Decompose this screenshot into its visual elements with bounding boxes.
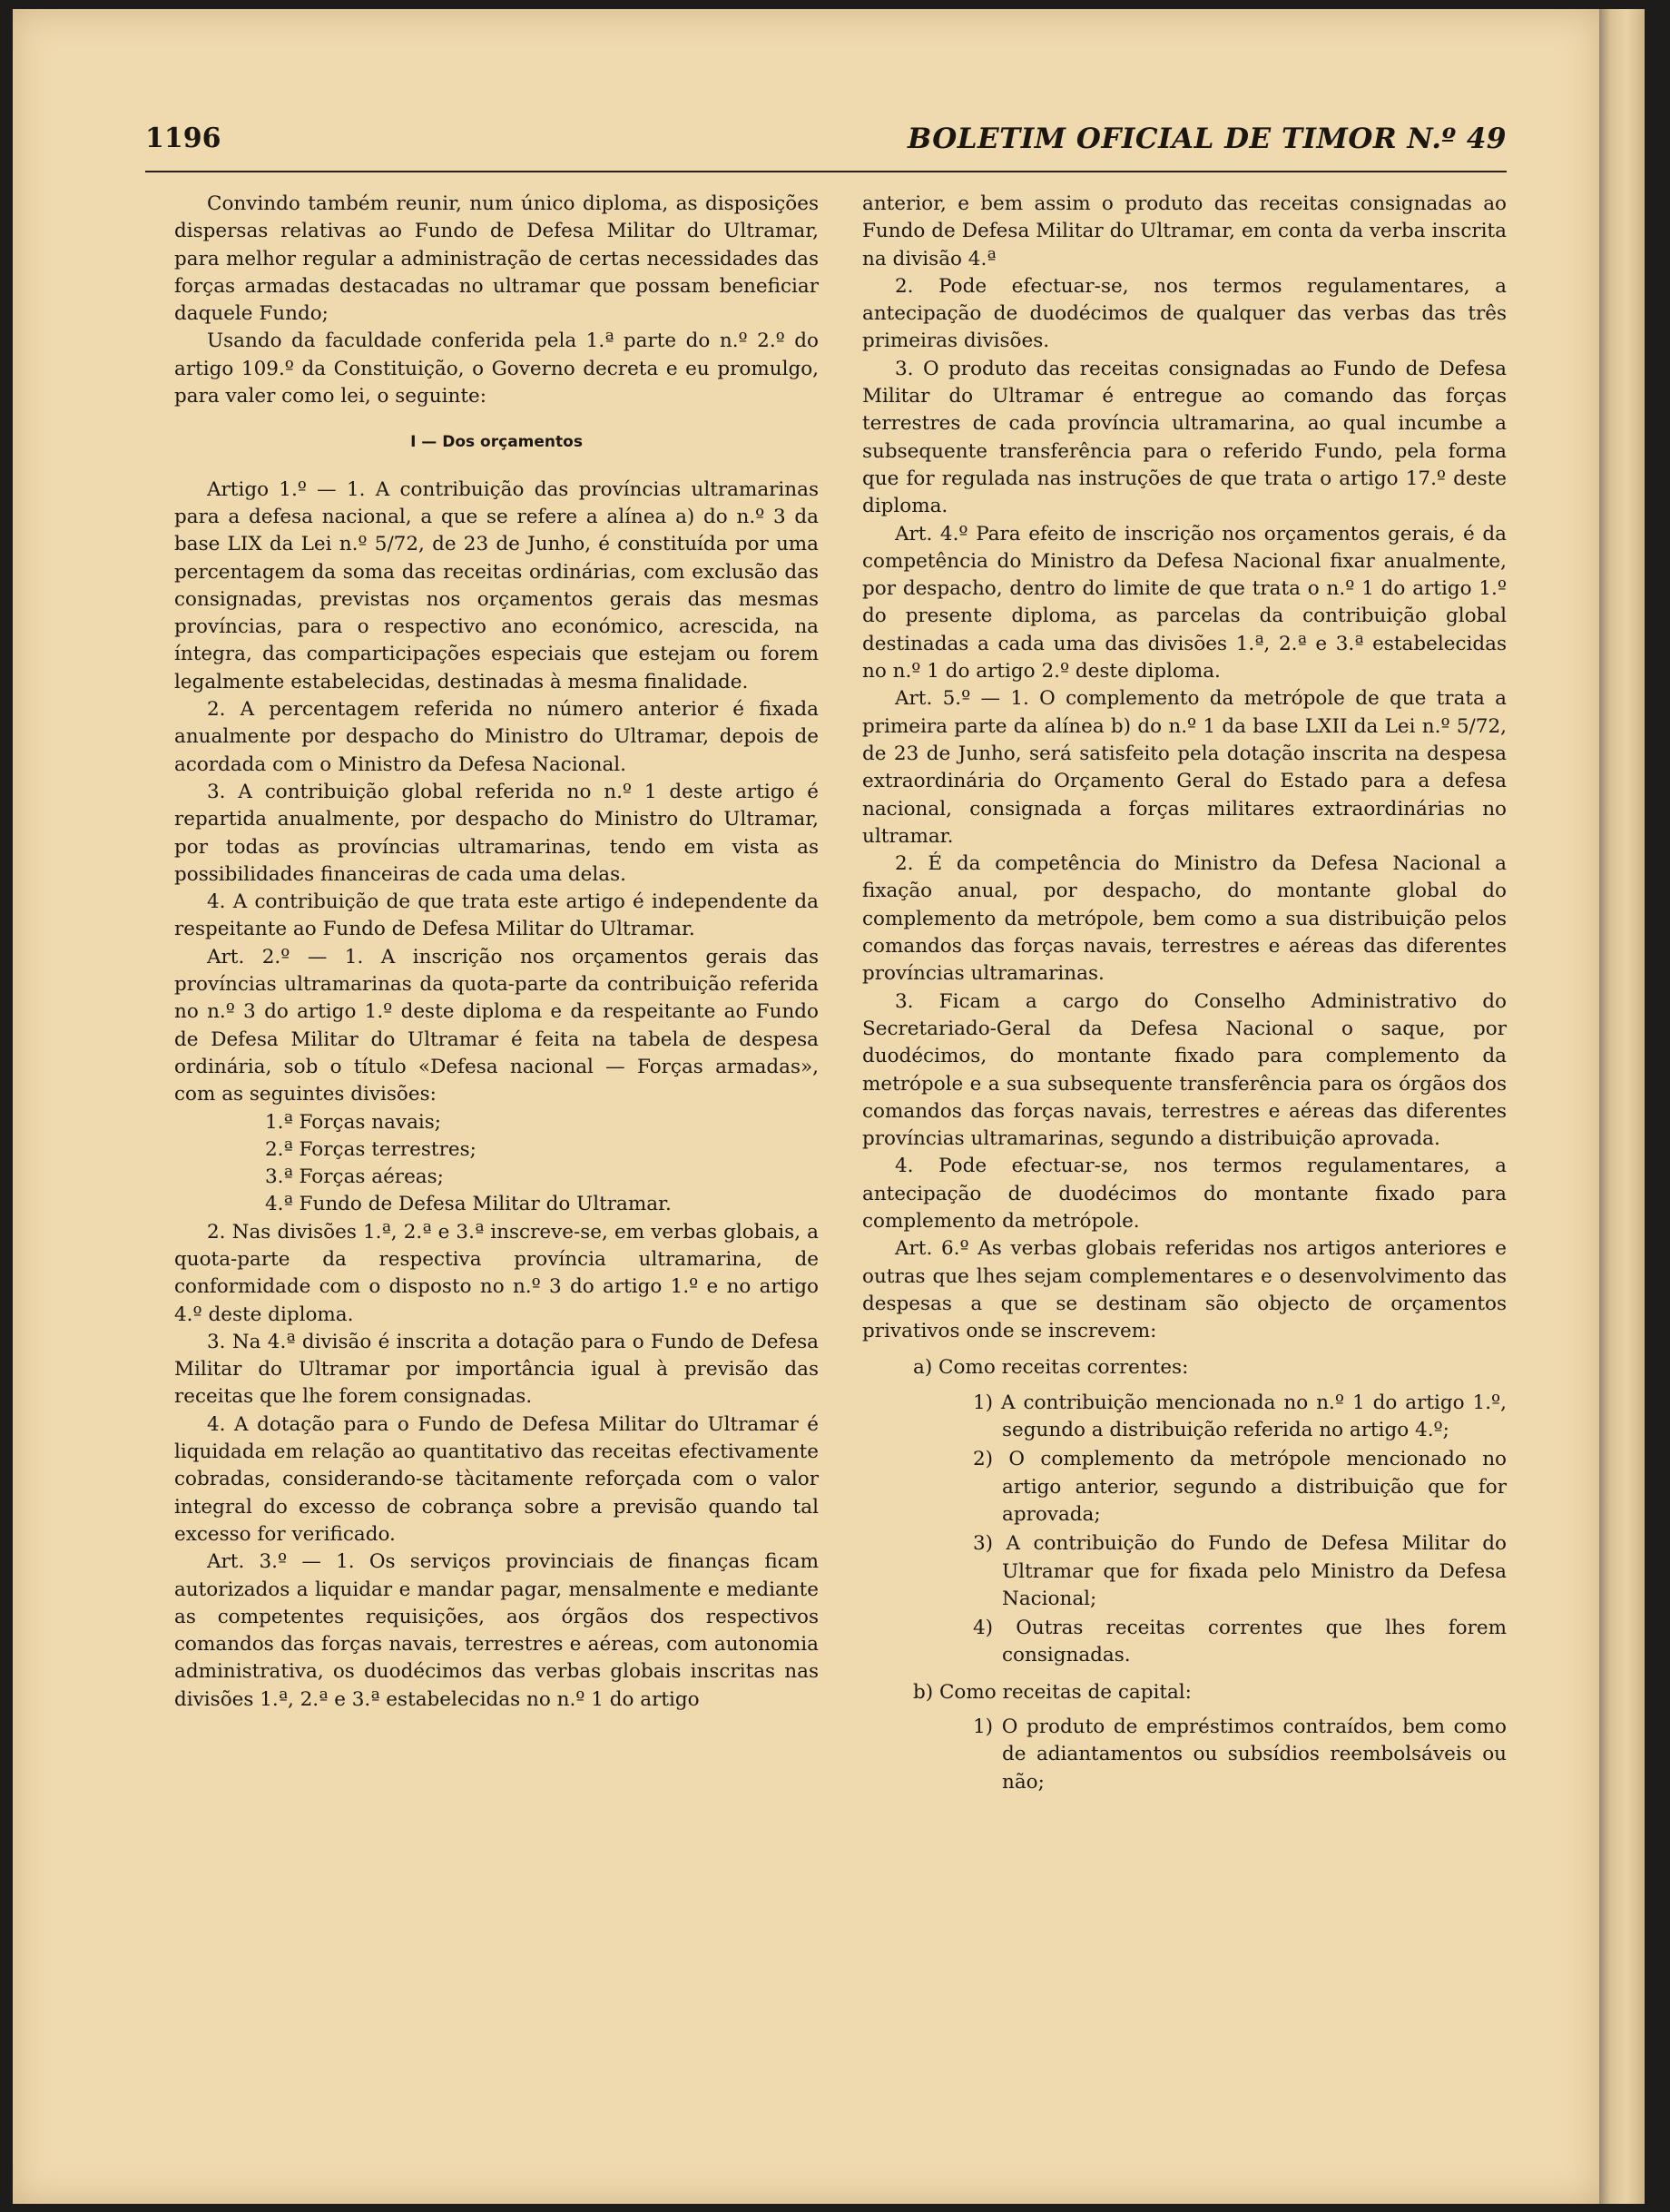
paragraph: Art. 2.º — 1. A inscrição nos orçamentos gerais das províncias ultramarinas da quota-parte da contribuição referida no n.º 3 do artigo 1.º deste diploma e da respeitante ao Fundo de Defesa Militar do Ultramar é feita na tabela de despesa ordinária, sob o título «Defesa nacional — Forças armadas», com as seguintes divisões: xyxy=(174,945,819,1106)
list-item: 3.ª Forças aéreas; xyxy=(265,1165,444,1189)
page-header xyxy=(145,123,1507,166)
list-item: 1) A contribuição mencionada no n.º 1 do artigo 1.º, segundo a distribuição referida no artigo 4.º; xyxy=(973,1391,1507,1442)
page-number: 1196 xyxy=(145,123,221,154)
paragraph: 4. Pode efectuar-se, nos termos regulamentares, a antecipação de duodécimos do montante fixado para complemento da metrópole. xyxy=(862,1155,1507,1233)
list-item: 1) O produto de empréstimos contraídos, bem como de adiantamentos ou subsídios reembolsáveis ou não; xyxy=(973,1716,1507,1794)
list-item: 4) Outras receitas correntes que lhes forem consignadas. xyxy=(973,1617,1507,1667)
header-rule xyxy=(145,171,1507,172)
list-item: 4.ª Fundo de Defesa Militar do Ultramar. xyxy=(265,1193,672,1216)
paragraph: Art. 4.º Para efeito de inscrição nos orçamentos gerais, é da competência do Ministro da Defesa Nacional fixar anualmente, por despacho, dentro do limite de que trata o n.º 1 do artigo 1.º do presente diploma, as parcelas da contribuição global destinadas a cada uma das divisões 1.ª, 2.ª e 3.ª estabelecidas no n.º 1 do artigo 2.º deste diploma. xyxy=(862,522,1507,683)
paragraph: 2. Nas divisões 1.ª, 2.ª e 3.ª inscreve-se, em verbas globais, a quota-parte da respectiva província ultramarina, de conformidade com o disposto no n.º 3 do artigo 1.º e no artigo 4.º deste diploma. xyxy=(174,1220,819,1326)
list-item: 2.ª Forças terrestres; xyxy=(265,1137,476,1161)
section-heading: I — Dos orçamentos xyxy=(410,433,583,452)
right-column xyxy=(862,191,1507,1800)
paragraph: anterior, e bem assim o produto das receitas consignadas ao Fundo de Defesa Militar do Ultramar, em conta da verba inscrita na divisão 4.ª xyxy=(862,192,1507,270)
paragraph: Convindo também reunir, num único diploma, as disposições dispersas relativas ao Fundo de Defesa Militar do Ultramar, para melhor regular a administração de certas necessidades das forças armadas destacadas no ultramar que possam beneficiar daquele Fundo; xyxy=(174,192,819,326)
journal-title: BOLETIM OFICIAL DE TIMOR N.º 49 xyxy=(907,123,1507,155)
current-revenue-list xyxy=(862,1390,1507,1670)
paragraph: Artigo 1.º — 1. A contribuição das províncias ultramarinas para a defesa nacional, a que se refere a alínea a) do n.º 3 da base LIX da Lei n.º 5/72, de 23 de Junho, é constituída por uma percentagem da soma das receitas ordinárias, com exclusão das consignadas, previstas nos orçamentos gerais das mesmas províncias, para o respectivo ano económico, acrescida, na íntegra, das comparticipações especiais que estejam ou forem legalmente estabelecidas, destinadas à mesma finalidade. xyxy=(174,477,819,693)
list-item: 1.ª Forças navais; xyxy=(265,1110,442,1134)
paragraph: 4. A dotação para o Fundo de Defesa Militar do Ultramar é liquidada em relação ao quantitativo das receitas efectivamente cobradas, considerando-se tàcitamente reforçada com o valor integral do excesso de cobrança sobre a previsão quando tal excesso for verificado. xyxy=(174,1412,819,1546)
paragraph: 2. Pode efectuar-se, nos termos regulamentares, a antecipação de duodécimos de qualquer das verbas das três primeiras divisões. xyxy=(862,274,1507,353)
paragraph: Art. 6.º As verbas globais referidas nos artigos anteriores e outras que lhes sejam complementares e o desenvolvimento das despesas a que se destinam são objecto de orçamentos privativos onde se inscrevem: xyxy=(862,1237,1507,1343)
paragraph: 2. A percentagem referida no número anterior é fixada anualmente por despacho do Ministro do Ultramar, depois de acordada com o Ministro da Defesa Nacional. xyxy=(174,698,819,776)
paragraph: Art. 3.º — 1. Os serviços provinciais de finanças ficam autorizados a liquidar e mandar pagar, mensalmente e mediante as competentes requisições, aos órgãos dos respectivos comandos das forças navais, terrestres e aéreas, com autonomia administrativa, os duodécimos das verbas globais inscritas nas divisões 1.ª, 2.ª e 3.ª estabelecidas no n.º 1 do artigo xyxy=(174,1550,819,1711)
list-item: 2) O complemento da metrópole mencionado no artigo anterior, segundo a distribuição que for aprovada; xyxy=(973,1448,1507,1526)
subsection-heading: a) Como receitas correntes: xyxy=(913,1356,1189,1380)
subsection-heading: b) Como receitas de capital: xyxy=(913,1680,1192,1704)
list-item: 3) A contribuição do Fundo de Defesa Militar do Ultramar que for fixada pelo Ministro da Defesa Nacional; xyxy=(973,1532,1507,1610)
paragraph: 2. É da competência do Ministro da Defesa Nacional a fixação anual, por despacho, do montante global do complemento da metrópole, bem como a sua distribuição pelos comandos das forças navais, terrestres e aéreas das diferentes províncias ultramarinas. xyxy=(862,852,1507,986)
paragraph: 3. Na 4.ª divisão é inscrita a dotação para o Fundo de Defesa Militar do Ultramar por importância igual à previsão das receitas que lhe forem consignadas. xyxy=(174,1330,819,1409)
paragraph: Usando da faculdade conferida pela 1.ª parte do n.º 2.º do artigo 109.º da Constituição, o Governo decreta e eu promulgo, para valer como lei, o seguinte: xyxy=(174,329,819,408)
paragraph: Art. 5.º — 1. O complemento da metrópole de que trata a primeira parte da alínea b) do n.º 1 da base LXII da Lei n.º 5/72, de 23 de Junho, será satisfeito pela dotação inscrita na despesa extraordinária do Orçamento Geral do Estado para a defesa nacional, consignada a forças militares extraordinárias no ultramar. xyxy=(862,687,1507,848)
paragraph: 3. O produto das receitas consignadas ao Fundo de Defesa Militar do Ultramar é entregue ao comando das forças terrestres de cada província ultramarina, ao qual incumbe a subsequente transferência para o referido Fundo, pela forma que for regulada nas instruções de que trata o artigo 17.º deste diploma. xyxy=(862,357,1507,518)
left-column xyxy=(174,191,819,1714)
paragraph: 4. A contribuição de que trata este artigo é independente da respeitante ao Fundo de Defesa Militar do Ultramar. xyxy=(174,890,819,941)
divisions-list xyxy=(174,1109,819,1219)
capital-revenue-list xyxy=(862,1714,1507,1796)
paragraph: 3. A contribuição global referida no n.º 1 deste artigo é repartida anualmente, por despacho do Ministro do Ultramar, por todas as províncias ultramarinas, tendo em vista as possibilidades financeiras de cada uma delas. xyxy=(174,780,819,886)
adjacent-page-edge xyxy=(1599,9,1645,2204)
paragraph: 3. Ficam a cargo do Conselho Administrativo do Secretariado-Geral da Defesa Nacional o saque, por duodécimos, do montante fixado para complemento da metrópole e a sua subsequente transferência para os órgãos dos comandos das forças navais, terrestres e aéreas das diferentes províncias ultramarinas, segundo a distribuição aprovada. xyxy=(862,989,1507,1151)
